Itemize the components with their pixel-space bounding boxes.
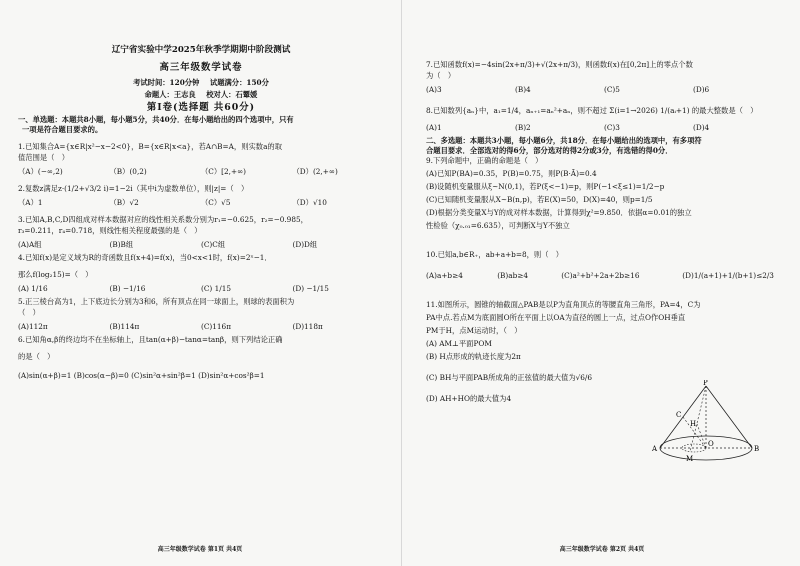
question-1-options — [18, 167, 384, 176]
exam-checker: 校对人：石颦媛 — [206, 90, 258, 99]
q11-option-d: (D) AH+HO的最大值为4 — [426, 394, 512, 403]
cone-edge-pb — [706, 386, 752, 448]
page-divider — [401, 0, 402, 566]
q4-option-c: (C) 1/15 — [201, 284, 231, 293]
q9-option-b: (B)设随机变量服从ξ~N(0,1)，若P(ξ<−1)=p，则P(−1<ξ≤1)=1/2−p — [426, 182, 665, 191]
q7-option-d: (D)6 — [693, 85, 710, 94]
question-2-options — [18, 198, 384, 207]
q9-option-c: (C)已知随机变量服从X~B(n,p)，若E(X)=50，D(X)=40，则p=1/5 — [426, 195, 653, 204]
q7-option-c: (C)5 — [604, 85, 620, 94]
section-1-heading: 一、单选题：本题共8小题，每小题5分，共40分．在每小题给出的四个选项中，只有 — [18, 115, 294, 124]
q7-option-a: (A)3 — [426, 85, 442, 94]
q5-option-c: (C)116π — [201, 322, 231, 331]
question-4-options — [18, 284, 384, 293]
label-p: P — [703, 380, 708, 387]
segment-pm — [690, 386, 706, 452]
question-7-cont: 为（ ） — [426, 71, 456, 80]
question-11: 11.如图所示，圆锥的轴截面△PAB是以P为直角顶点的等腰直角三角形，PA=4，C为 — [426, 300, 701, 309]
q10-option-d: (D)1/(a+1)+1/(b+1)≤2/3 — [682, 271, 774, 280]
question-5: 5.正三棱台高为1，上下底边长分别为3和6，所有顶点在同一球面上，则球的表面积为 — [18, 297, 295, 306]
question-4-cont: 那么f(log₂15)=（ ） — [18, 270, 93, 279]
question-1: 1.已知集合A={x∈R|x²−x−2<0}，B={x∈R|x<a}，若A∩B=A，则实数a的取 — [18, 142, 283, 151]
question-1-cont: 值范围是（ ） — [18, 153, 70, 162]
q8-option-b: (B)2 — [515, 123, 531, 132]
q9-option-d: (D)根据分类变量X与Y的成对样本数据，计算得到χ²=9.850．依据α=0.01的独立 — [426, 208, 692, 217]
question-4: 4.已知f(x)是定义域为R的奇函数且f(x+4)=f(x)，当0<x<1时，f(x)=2ˣ−1． — [18, 253, 272, 262]
question-11-line-2: PA中点.若点M为底面圆O所在平面上以OA为直径的圆上一点，过点O作OH垂直 — [426, 313, 686, 322]
q1-option-a: （A）(−∞,2) — [18, 167, 63, 176]
q2-option-a: （A）1 — [18, 198, 43, 207]
school-title: 辽宁省实验中学2025年秋季学期期中阶段测试 — [111, 45, 291, 55]
question-5-cont: （ ） — [18, 308, 40, 317]
question-7-options — [426, 85, 782, 94]
question-6: 6.已知角α,β的终边均不在坐标轴上，且tan(α+β)−tanα=tanβ，则下列结论正确 — [18, 335, 283, 344]
page-2 — [404, 0, 800, 566]
q5-option-b: (B)114π — [109, 322, 140, 331]
question-8: 8.已知数列{aₙ}中，a₁=1/4，aₙ₊₁=aₙ²+aₙ，则不超过 Σ(i=1→2026) 1/(aᵢ+1) 的最大整数是（ ） — [426, 106, 758, 115]
q8-option-d: (D)4 — [693, 123, 710, 132]
q4-option-a: (A) 1/16 — [18, 284, 48, 293]
volume-title: 第Ⅰ卷(选择题 共60分) — [146, 102, 256, 113]
section-2-heading: 二、多选题：本题共3小题，每小题6分，共18分．在每小题给出的选项中，有多项符 — [426, 136, 702, 145]
label-b: B — [754, 445, 760, 453]
q1-option-b: （B）(0,2) — [109, 167, 147, 176]
q3-option-b: (B)B组 — [109, 240, 134, 249]
question-8-options — [426, 123, 782, 132]
page-1-footer: 高三年级数学试卷 第1页 共4页 — [157, 546, 243, 553]
question-10: 10.已知a,b∈R₊，ab+a+b=8，则（ ） — [426, 250, 564, 259]
q2-option-c: （C）√5 — [201, 198, 231, 207]
q10-option-b: (B)ab≥4 — [497, 271, 529, 280]
q1-option-c: （C）[2,+∞) — [201, 167, 247, 176]
q8-option-a: (A)1 — [426, 123, 442, 132]
q8-option-c: (C)3 — [604, 123, 620, 132]
q5-option-a: (A)112π — [18, 322, 48, 331]
label-m: M — [686, 455, 694, 463]
q1-option-d: （D）(2,+∞) — [292, 167, 338, 176]
label-a: A — [652, 445, 658, 453]
exam-meta-row-1 — [18, 78, 384, 87]
exam-score: 试题满分：150分 — [209, 78, 269, 87]
question-9: 9.下列命题中，正确的命题是（ ） — [426, 156, 543, 165]
q4-option-d: (D) −1/15 — [292, 284, 329, 293]
q11-option-b: (B) H点形成的轨迹长度为2π — [426, 352, 521, 361]
q5-option-d: (D)118π — [292, 322, 323, 331]
page-2-footer: 高三年级数学试卷 第2页 共4页 — [559, 546, 645, 553]
question-3: 3.已知A,B,C,D四组成对样本数据对应的线性相关系数分别为r₁=−0.625，r₂=−0.985， — [18, 215, 308, 224]
q2-option-d: （D）√10 — [292, 198, 327, 207]
question-6-cont: 的是（ ） — [18, 352, 55, 361]
cone-figure — [646, 380, 766, 470]
q2-option-b: （B）√2 — [109, 198, 139, 207]
label-c: C — [676, 411, 682, 419]
exam-time: 考试时间：120分钟 — [133, 78, 200, 87]
question-2: 2.复数z满足z·(1/2+√3/2 i)=1−2i（其中i为虚数单位），则|z|=（ ） — [18, 184, 249, 193]
q9-option-d-cont: 性检验（χ₀.₀₁=6.635），可判断X与Y不独立 — [426, 221, 570, 230]
q3-option-c: (C)C组 — [201, 240, 226, 249]
exam-title: 高三年级数学试卷 — [159, 62, 243, 73]
q11-option-a: (A) AM⊥平面POM — [426, 339, 492, 348]
q11-option-c: (C) BH与平面PAB所成角的正弦值的最大值为√6/6 — [426, 373, 593, 382]
question-7: 7.已知函数f(x)=−4sin(2x+π/3)+√(2x+π/3)，则函数f(x)在[0,2π]上的零点个数 — [426, 60, 693, 69]
section-2-heading-cont: 合题目要求．全部选对的得6分，部分选对的得2分或3分，有选错的得0分． — [426, 146, 673, 155]
question-3-options — [18, 240, 384, 249]
question-5-options — [18, 322, 384, 331]
exam-author: 命题人：王志良 — [144, 90, 196, 99]
q9-option-a: (A)已知P(BA)=0.35，P(B)=0.75，则P(B·Ā)=0.4 — [426, 169, 597, 178]
question-3-cont: r₃=0.211，r₄=0.718，则线性相关程度最强的是（ ） — [18, 226, 202, 235]
label-h: H — [690, 420, 697, 428]
question-10-options — [426, 271, 782, 280]
q7-option-b: (B)4 — [515, 85, 531, 94]
section-1-heading-cont: 一项是符合题目要求的。 — [22, 125, 103, 134]
exam-meta-row-2 — [18, 90, 384, 99]
q3-option-d: (D)D组 — [292, 240, 318, 249]
label-o: O — [708, 440, 714, 448]
q4-option-b: (B) −1/16 — [109, 284, 146, 293]
q10-option-a: (A)a+b≥4 — [426, 271, 463, 280]
q3-option-a: (A)A组 — [18, 240, 42, 249]
question-11-line-3: PM于H，点M运动时，（ ） — [426, 326, 522, 335]
q10-option-c: (C)a²+b²+2a+2b≥16 — [561, 271, 640, 280]
question-6-options: (A)sin(α+β)=1 (B)cos(α−β)=0 (C)sin²α+sin²β=1 (D)sin²α+cos²β=1 — [18, 371, 265, 380]
